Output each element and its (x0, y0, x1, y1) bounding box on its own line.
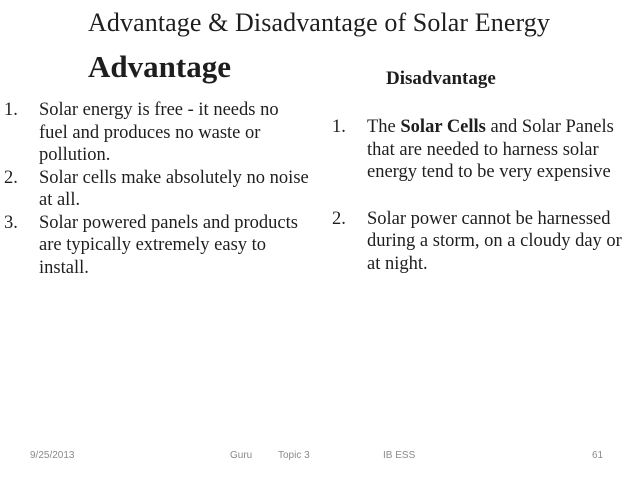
item-text: Solar cells make absolutely no noise at all. (39, 167, 309, 210)
item-text-pre: The (367, 117, 401, 137)
footer-date: 9/25/2013 (30, 450, 75, 461)
footer-page-number: 61 (592, 450, 604, 461)
list-item (4, 167, 309, 212)
list-item (4, 212, 309, 280)
item-text: Solar powered panels and products are typically extremely easy to install. (39, 212, 298, 278)
footer-author: Guru (230, 450, 253, 461)
disadvantage-list (332, 116, 632, 275)
list-item (332, 116, 632, 184)
item-number: 2. (332, 208, 346, 229)
item-text-bold: Solar Cells (400, 117, 486, 137)
footer-course: IB ESS (383, 450, 416, 461)
list-item (332, 208, 632, 276)
item-number: 1. (332, 117, 346, 137)
disadvantage-heading: Disadvantage (386, 68, 496, 89)
slide-title: Advantage & Disadvantage of Solar Energy (88, 8, 550, 37)
advantage-heading: Advantage (88, 49, 231, 84)
advantage-list (4, 99, 309, 279)
list-item (4, 99, 309, 167)
item-number: 3. (4, 212, 18, 233)
item-number: 2. (4, 167, 18, 188)
item-text: Solar energy is free - it needs no fuel and produces no waste or pollution. (39, 100, 279, 165)
footer-topic: Topic 3 (278, 450, 310, 461)
item-text (367, 117, 614, 182)
item-text: Solar power cannot be harnessed during a storm, on a cloudy day or at night. (367, 208, 622, 274)
item-text-post: and Solar Panels that are needed to harness solar energy tend to be very expensive (367, 117, 614, 182)
item-number: 1. (4, 100, 18, 120)
